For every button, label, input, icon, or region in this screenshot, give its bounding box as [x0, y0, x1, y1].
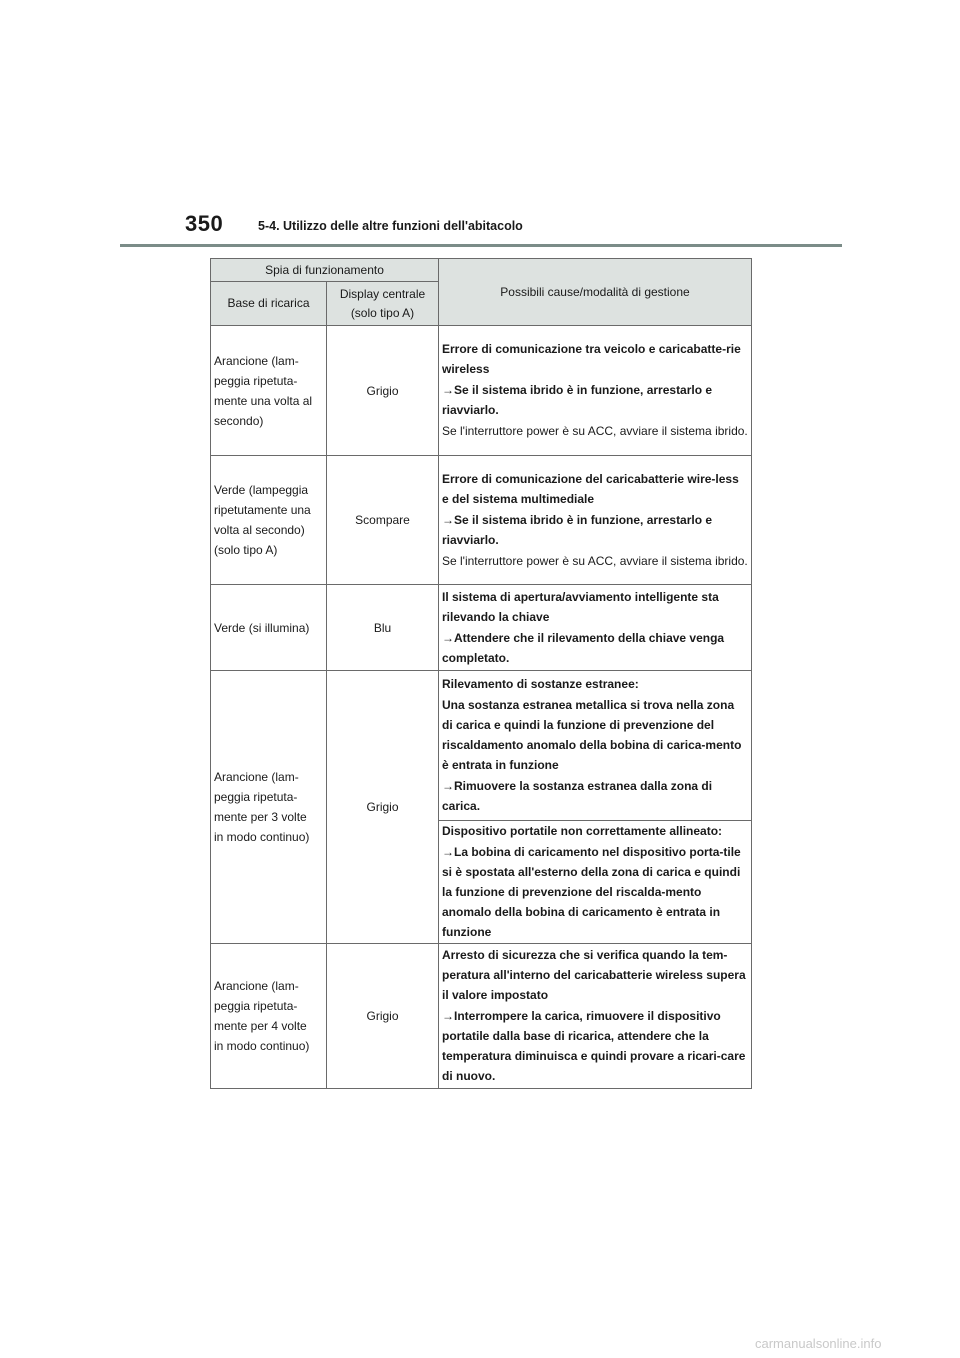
led-text: in modo continuo): [214, 830, 310, 844]
table-row: [211, 585, 752, 671]
header-display-line1: Display centrale: [339, 286, 426, 301]
cause-title: Errore di comunicazione del caricabatterie wire-less e del sistema multimediale: [442, 471, 739, 506]
led-text: peggia ripetuta-: [214, 790, 298, 804]
led-text: Arancione (lam-: [214, 353, 299, 368]
cause-note: Se l'interruttore power è su ACC, avviare il sistema ibrido.: [442, 553, 748, 568]
cause-action: →Rimuovere la sostanza estranea dalla zona di carica.: [442, 779, 713, 813]
header-rule: [120, 244, 842, 247]
led-text: ripetutamente una: [214, 503, 311, 517]
table-row: [211, 456, 752, 585]
header-row-1: [211, 259, 752, 282]
cause-title: Dispositivo portatile non correttamente allineato:: [442, 824, 723, 838]
section-title: 5-4. Utilizzo delle altre funzioni dell'abitacolo: [258, 219, 523, 233]
arrow-icon: →: [442, 1009, 454, 1023]
led-cell: [211, 585, 327, 671]
cause-cell: [439, 585, 752, 671]
status-indicator-table: [210, 258, 752, 1089]
display-cell: Grigio: [327, 326, 439, 456]
header-display-line2: (solo tipo A): [350, 305, 415, 320]
display-cell: Scompare: [327, 456, 439, 585]
led-cell: [211, 944, 327, 1089]
header-indicator-group: Spia di funzionamento: [211, 259, 439, 282]
cause-action: →Attendere che il rilevamento della chiave venga completato.: [442, 630, 725, 665]
header-display: [327, 282, 439, 326]
cause-title: Rilevamento di sostanze estranee:: [442, 677, 639, 691]
cause-cell: [439, 456, 752, 585]
cause-action: →Se il sistema ibrido è in funzione, arrestarlo e riavviarlo.: [442, 512, 713, 547]
cause-title: Arresto di sicurezza che si verifica quando la tem-peratura all'interno del caricabatterie wireless supera il valore impostato: [442, 948, 746, 1002]
cause-cell: [439, 326, 752, 456]
led-cell: [211, 456, 327, 585]
cause-cell: [439, 944, 752, 1089]
led-cell: [211, 326, 327, 456]
arrow-icon: →: [442, 779, 454, 793]
arrow-icon: →: [442, 845, 454, 859]
led-cell: [211, 671, 327, 944]
header-base: Base di ricarica: [211, 282, 327, 326]
led-text: mente una volta al: [214, 393, 313, 408]
led-text: peggia ripetuta-: [214, 999, 298, 1013]
cause-cell: [439, 671, 752, 821]
led-text: volta al secondo): [214, 523, 305, 537]
led-text: peggia ripetuta-: [214, 373, 298, 388]
led-text: secondo): [214, 413, 264, 428]
display-cell: Grigio: [327, 671, 439, 944]
cause-note: Se l'interruttore power è su ACC, avviare il sistema ibrido.: [442, 424, 748, 438]
led-text: Verde (lampeggia: [214, 483, 309, 497]
cause-title: Errore di comunicazione tra veicolo e caricabatte-rie wireless: [442, 342, 741, 376]
led-text: Arancione (lam-: [214, 979, 299, 993]
arrow-icon: →: [442, 512, 454, 527]
table-row: [211, 944, 752, 1089]
header-cause: Possibili cause/modalità di gestione: [439, 259, 752, 326]
cause-action: →Se il sistema ibrido è in funzione, arrestarlo e riavviarlo.: [442, 383, 713, 417]
cause-action: →Interrompere la carica, rimuovere il dispositivo portatile dalla base di ricarica, attendere che la temperatura diminuisca e quindi provare a ricari-care di nuovo.: [442, 1009, 746, 1083]
table-row: [211, 671, 752, 821]
cause-detail: Una sostanza estranea metallica si trova nella zona di carica e quindi la funzione di prevenzione del riscaldamento anomalo della bobina di carica-mento è entrata in funzione: [442, 698, 742, 772]
led-text: (solo tipo A): [214, 543, 278, 557]
led-text: Arancione (lam-: [214, 770, 299, 784]
led-text: mente per 4 volte: [214, 1019, 307, 1033]
led-text: mente per 3 volte: [214, 810, 307, 824]
arrow-icon: →: [442, 630, 454, 645]
display-cell: Grigio: [327, 944, 439, 1089]
watermark: carmanualsonline.info: [755, 1336, 882, 1351]
page-number: 350: [185, 211, 224, 236]
cause-cell: [439, 821, 752, 944]
cause-title: Il sistema di apertura/avviamento intelligente sta rilevando la chiave: [442, 589, 719, 624]
led-text: in modo continuo): [214, 1039, 310, 1053]
cause-action: →La bobina di caricamento nel dispositivo porta-tile si è spostata all'esterno della zona di carica e quindi la funzione di prevenzione del riscalda-mento anomalo della bobina di caricamento è entrata in funzione: [442, 845, 741, 939]
display-cell: Blu: [327, 585, 439, 671]
led-text: Verde (si illumina): [214, 620, 310, 635]
arrow-icon: →: [442, 383, 454, 397]
table-row: [211, 326, 752, 456]
